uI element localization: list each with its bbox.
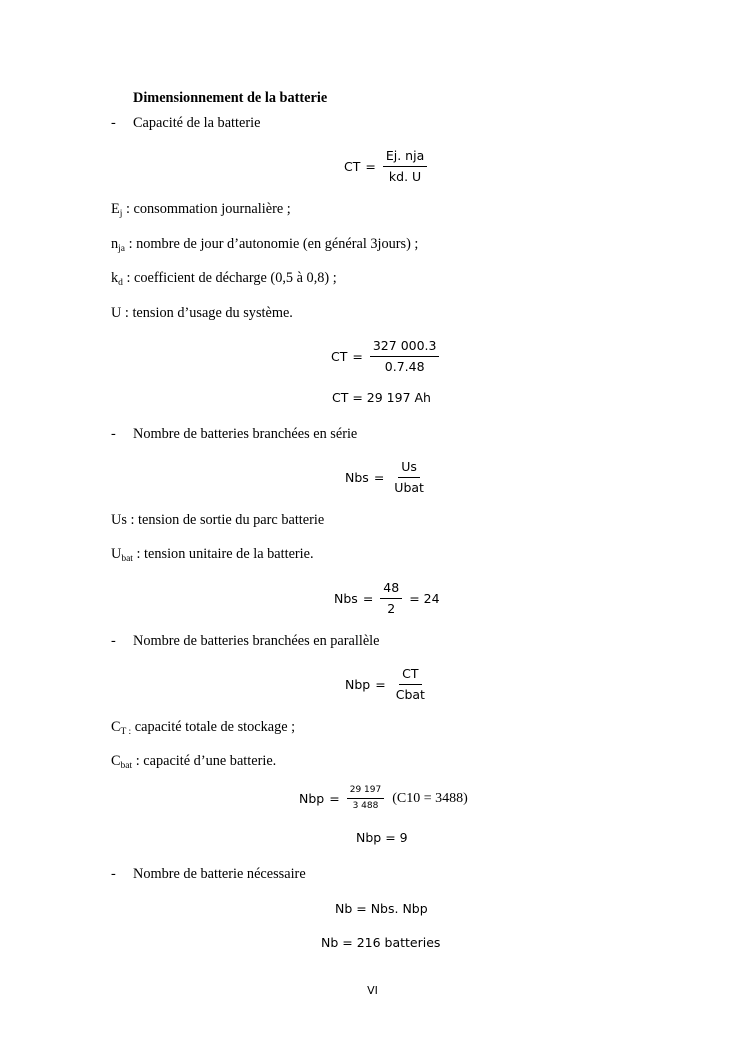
definition-nja [111, 235, 418, 253]
definition-ct [111, 718, 295, 736]
fraction-denominator: kd. U [388, 169, 422, 184]
formula-equals: = [375, 677, 386, 692]
formula-lhs: Nbp [345, 677, 371, 692]
formula-lhs: Nbp [299, 791, 325, 806]
result-capacity [332, 390, 431, 405]
formula-equals: = [352, 349, 363, 364]
definition-cbat [111, 752, 276, 770]
def-subscript: ja [118, 244, 126, 254]
def-symbol: C [111, 719, 121, 735]
fraction-numerator: Ej. nja [383, 148, 427, 167]
fraction-denominator: 3 488 [352, 801, 379, 811]
fraction-numerator: CT [399, 666, 421, 685]
bullet-title: Nombre de batteries branchées en parallèle [133, 633, 380, 649]
calc-series [334, 580, 445, 617]
fraction-numerator: 48 [380, 580, 402, 599]
formula-note: (C10 = 3488) [392, 790, 468, 806]
formula-capacity [344, 148, 429, 185]
definition-ej [111, 200, 291, 218]
page-number: VI [367, 984, 378, 997]
fraction-numerator: 327 000.3 [370, 338, 440, 357]
formula-fraction [370, 338, 440, 375]
bullet-dash: - [111, 426, 116, 442]
formula-series [345, 459, 429, 496]
definition-us [111, 511, 324, 529]
def-symbol: E [111, 201, 120, 217]
def-text: : tension d’usage du système. [121, 305, 293, 321]
fraction-numerator: 29 197 [347, 785, 385, 799]
result-text: Nbp = 9 [356, 830, 408, 845]
fraction-numerator: Us [398, 459, 420, 478]
def-subscript: j [119, 209, 123, 219]
def-text: : tension de sortie du parc batterie [126, 512, 325, 528]
formula-fraction [383, 148, 427, 185]
bullet-dash: - [111, 633, 116, 649]
def-symbol: C [111, 753, 121, 769]
result-text: Nb = 216 batteries [321, 935, 441, 950]
formula-equals: = [362, 591, 374, 606]
def-subscript: d [118, 278, 123, 288]
def-subscript: bat [121, 554, 133, 564]
formula-fraction [391, 459, 427, 496]
result-total [321, 935, 440, 950]
formula-total [335, 901, 428, 916]
formula-equals: = [373, 470, 385, 485]
formula-lhs: Nbs [345, 470, 369, 485]
def-text: : nombre de jour d’autonomie (en général 3jours) ; [125, 236, 419, 252]
formula-fraction [393, 666, 428, 703]
def-symbol: n [111, 236, 119, 252]
formula-equals: = [365, 159, 376, 174]
bullet-title: Nombre de batterie nécessaire [133, 866, 306, 882]
def-symbol: k [111, 270, 119, 286]
calc-capacity [331, 338, 441, 375]
fraction-denominator: Ubat [394, 480, 424, 495]
bullet-total [111, 865, 306, 883]
definition-u [111, 304, 293, 322]
def-symbol: U [111, 305, 122, 321]
bullet-parallel [111, 632, 380, 650]
result-parallel [356, 830, 408, 845]
formula-lhs: Nbs [334, 591, 358, 606]
definition-ubat [111, 545, 314, 563]
definition-kd [111, 269, 337, 287]
bullet-series [111, 425, 357, 443]
fraction-denominator: Cbat [395, 687, 425, 702]
bullet-dash: - [111, 115, 116, 131]
formula-fraction [380, 580, 402, 617]
bullet-title: Nombre de batteries branchées en série [133, 426, 358, 442]
def-text: : capacité d’une batterie. [132, 753, 277, 769]
def-text: : consommation journalière ; [122, 201, 291, 217]
section-heading: Dimensionnement de la batterie [133, 90, 328, 106]
def-subscript: bat [120, 761, 133, 771]
fraction-denominator: 2 [387, 601, 396, 616]
formula-fraction [347, 785, 385, 812]
formula-lhs: CT [331, 349, 348, 364]
formula-equals: = [329, 791, 340, 806]
formula-parallel [345, 666, 430, 703]
bullet-capacity [111, 114, 260, 132]
bullet-dash: - [111, 866, 116, 882]
def-text: : coefficient de décharge (0,5 à 0,8) ; [122, 270, 337, 286]
formula-result: = 24 [409, 591, 440, 606]
formula-lhs: CT [344, 159, 361, 174]
calc-parallel [299, 785, 468, 812]
def-subscript: T : [120, 727, 132, 737]
result-text: CT = 29 197 Ah [332, 390, 431, 405]
formula-text: Nb = Nbs. Nbp [335, 901, 428, 916]
def-symbol: Us [111, 512, 127, 528]
bullet-title: Capacité de la batterie [133, 115, 261, 131]
def-symbol: U [111, 546, 122, 562]
fraction-denominator: 0.7.48 [384, 359, 425, 374]
def-text: : tension unitaire de la batterie. [132, 546, 314, 562]
def-text: capacité totale de stockage ; [131, 719, 296, 735]
